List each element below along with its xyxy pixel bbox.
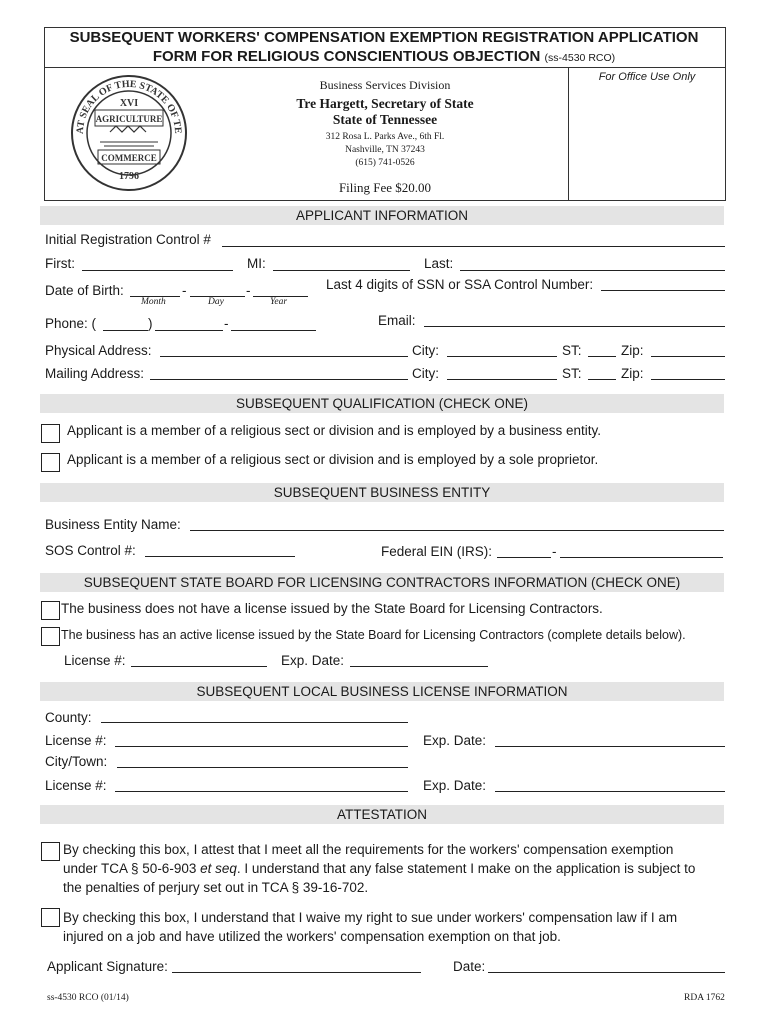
- ein-dash: -: [552, 544, 557, 559]
- footer-rda: RDA 1762: [684, 993, 725, 1003]
- mi-field[interactable]: [273, 270, 410, 271]
- county-field[interactable]: [101, 722, 408, 723]
- form-code: (ss-4530 RCO): [544, 52, 616, 64]
- email-label: Email:: [378, 313, 416, 328]
- form-title-line1: SUBSEQUENT WORKERS' COMPENSATION EXEMPTION REGISTRATION APPLICATION: [69, 29, 699, 46]
- sos-control-field[interactable]: [145, 556, 295, 557]
- contractors-section-heading: SUBSEQUENT STATE BOARD FOR LICENSING CONTRACTORS INFORMATION (CHECK ONE): [40, 573, 724, 592]
- contractors-option2-checkbox[interactable]: [41, 627, 60, 646]
- first-name-label: First:: [45, 256, 75, 271]
- dob-month-hint: Month: [141, 297, 166, 307]
- seal-ring-text: AT SEAL OF THE STATE OF TE: [74, 78, 184, 135]
- dob-label: Date of Birth:: [45, 283, 124, 298]
- contractor-license-label: License #:: [64, 653, 126, 668]
- attestation-2-line2: injured on a job and have utilized the workers' compensation exemption on that job.: [63, 929, 561, 944]
- city-exp-label: Exp. Date:: [423, 778, 487, 793]
- seal-roman: XVI: [119, 98, 139, 109]
- attestation-section-heading: ATTESTATION: [40, 805, 724, 824]
- phone-label: Phone: (: [45, 316, 97, 331]
- city-town-field[interactable]: [117, 767, 408, 768]
- physical-st-label: ST:: [562, 343, 582, 358]
- attestation-1-line2-pre: under TCA § 50-6-903: [63, 861, 201, 876]
- business-name-field[interactable]: [190, 530, 724, 531]
- contractor-exp-label: Exp. Date:: [281, 653, 345, 668]
- contractors-option1-label: The business does not have a license issued by the State Board for Licensing Contractors.: [61, 601, 603, 616]
- last-name-field[interactable]: [460, 270, 725, 271]
- county-exp-field[interactable]: [495, 746, 725, 747]
- attestation-1-statement: [63, 840, 695, 897]
- county-license-label: License #:: [45, 733, 107, 748]
- mailing-address-label: Mailing Address:: [45, 366, 145, 381]
- form-title-line2: [44, 47, 724, 68]
- qualification-option2-checkbox[interactable]: [41, 453, 60, 472]
- last-name-label: Last:: [424, 256, 454, 271]
- dob-year-hint: Year: [270, 297, 288, 307]
- local-section-heading: SUBSEQUENT LOCAL BUSINESS LICENSE INFORMATION: [40, 682, 724, 701]
- mailing-zip-field[interactable]: [651, 379, 725, 380]
- physical-zip-label: Zip:: [621, 343, 644, 358]
- city-license-label: License #:: [45, 778, 107, 793]
- filing-fee: Filing Fee $20.00: [338, 179, 432, 195]
- physical-zip-field[interactable]: [651, 356, 725, 357]
- city-address: Nashville, TN 37243: [345, 144, 425, 155]
- county-label: County:: [45, 710, 92, 725]
- qualification-section-heading: SUBSEQUENT QUALIFICATION (CHECK ONE): [40, 394, 724, 413]
- ein-number-field[interactable]: [560, 557, 723, 558]
- attestation-1-line3: the penalties of perjury set out in TCA § 39-16-702.: [63, 880, 369, 895]
- physical-city-label: City:: [412, 343, 439, 358]
- sos-control-label: SOS Control #:: [45, 543, 136, 558]
- street-address: 312 Rosa L. Parks Ave., 6th Fl.: [325, 131, 445, 142]
- attestation-1-line2: [63, 859, 695, 878]
- qualification-option1-label: Applicant is a member of a religious sect or division and is employed by a business entity.: [67, 423, 602, 438]
- seal-agriculture: AGRICULTURE: [95, 114, 163, 124]
- contractor-license-field[interactable]: [131, 666, 267, 667]
- attestation-2-checkbox[interactable]: [41, 908, 60, 927]
- mi-label: MI:: [247, 256, 266, 271]
- mailing-st-field[interactable]: [588, 379, 616, 380]
- physical-address-label: Physical Address:: [45, 343, 152, 358]
- attestation-2-line1: By checking this box, I understand that I waive my right to sue under workers' compensation law if I am: [63, 910, 678, 925]
- seal-year: 1796: [119, 171, 139, 182]
- dob-dash-1: -: [182, 283, 187, 298]
- first-name-field[interactable]: [82, 270, 233, 271]
- mailing-zip-label: Zip:: [621, 366, 644, 381]
- footer-form-code: ss-4530 RCO (01/14): [47, 993, 129, 1003]
- mailing-city-label: City:: [412, 366, 439, 381]
- city-town-label: City/Town:: [45, 754, 108, 769]
- physical-city-field[interactable]: [447, 356, 557, 357]
- dob-day-hint: Day: [208, 297, 224, 307]
- signature-label: Applicant Signature:: [47, 959, 168, 974]
- dob-dash-2: -: [246, 283, 251, 298]
- header-address-block: [200, 79, 570, 196]
- county-license-field[interactable]: [115, 746, 408, 747]
- mailing-city-field[interactable]: [447, 379, 557, 380]
- phone-line-field[interactable]: [231, 330, 316, 331]
- city-exp-field[interactable]: [495, 791, 725, 792]
- signature-field[interactable]: [172, 972, 421, 973]
- mailing-st-label: ST:: [562, 366, 582, 381]
- control-label: Initial Registration Control #: [45, 232, 211, 247]
- phone-dash: -: [224, 316, 229, 331]
- attestation-1-checkbox[interactable]: [41, 842, 60, 861]
- physical-address-field[interactable]: [160, 356, 408, 357]
- attestation-2-statement: [63, 908, 677, 946]
- phone-area-field[interactable]: [103, 330, 148, 331]
- ein-label: Federal EIN (IRS):: [381, 544, 493, 559]
- office-use-label: For Office Use Only: [598, 71, 696, 83]
- state-name: State of Tennessee: [332, 112, 438, 128]
- county-exp-label: Exp. Date:: [423, 733, 487, 748]
- phone-paren-close: ): [148, 316, 153, 331]
- contractors-option1-checkbox[interactable]: [41, 601, 60, 620]
- ssn-label: Last 4 digits of SSN or SSA Control Number:: [326, 277, 594, 292]
- contractor-exp-field[interactable]: [350, 666, 488, 667]
- business-name-label: Business Entity Name:: [45, 517, 181, 532]
- ssn-field[interactable]: [601, 290, 725, 291]
- attestation-1-line2-em: et seq: [200, 861, 237, 876]
- office-phone: (615) 741-0526: [355, 157, 415, 168]
- secretary-name: Tre Hargett, Secretary of State: [296, 95, 474, 111]
- form-title: [44, 28, 724, 68]
- physical-st-field[interactable]: [588, 356, 616, 357]
- city-license-field[interactable]: [115, 791, 408, 792]
- business-section-heading: SUBSEQUENT BUSINESS ENTITY: [40, 483, 724, 502]
- email-field[interactable]: [424, 326, 725, 327]
- mailing-address-field[interactable]: [150, 379, 408, 380]
- contractors-option2-label: The business has an active license issued by the State Board for Licensing Contractors (complete details below).: [61, 628, 686, 642]
- attestation-1-line2-post: . I understand that any false statement I make on the application is subject to: [236, 861, 696, 876]
- ein-prefix-field[interactable]: [497, 557, 551, 558]
- qualification-option1-checkbox[interactable]: [41, 424, 60, 443]
- division-name: Business Services Division: [319, 78, 451, 92]
- phone-prefix-field[interactable]: [155, 330, 223, 331]
- attestation-1-line1: By checking this box, I attest that I meet all the requirements for the workers' compensation exemption: [63, 842, 674, 857]
- applicant-section-heading: APPLICANT INFORMATION: [40, 206, 724, 225]
- form-title-line2-text: FORM FOR RELIGIOUS CONSCIENTIOUS OBJECTION: [152, 48, 541, 65]
- control-field[interactable]: [222, 246, 725, 247]
- seal-commerce: COMMERCE: [101, 153, 157, 163]
- date-label: Date:: [453, 959, 486, 974]
- qualification-option2-label: Applicant is a member of a religious sect or division and is employed by a sole proprietor.: [67, 452, 599, 467]
- date-field[interactable]: [488, 972, 725, 973]
- state-seal-icon: [70, 74, 188, 197]
